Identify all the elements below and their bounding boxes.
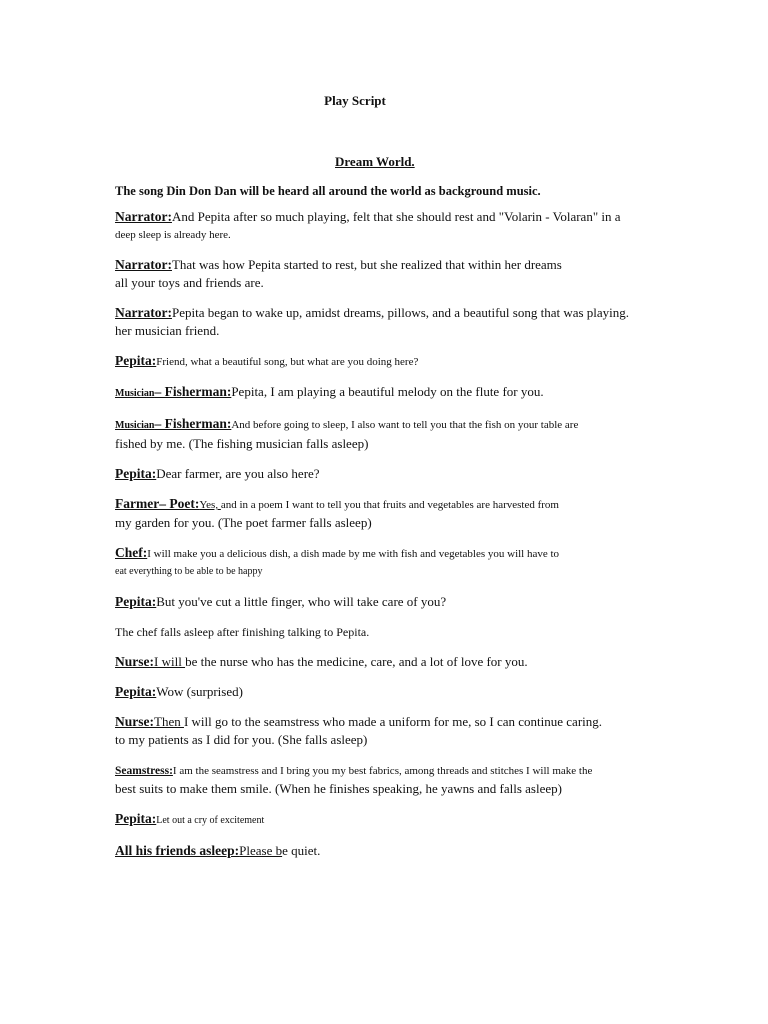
dialogue-text: fished by me. (The fishing musician falls asleep) <box>115 436 369 451</box>
dialogue-text: Pepita, I am playing a beautiful melody on the flute for you. <box>231 384 544 399</box>
dialogue-text: I am the seamstress and I bring you my best fabrics, among threads and stitches I will make the <box>172 765 593 777</box>
dialogue-text: I will make you a delicious dish, a dish made by me with fish and vegetables you will have to <box>147 548 560 560</box>
dialogue-text: That was how Pepita started to rest, but she realized that within her dreams <box>171 257 562 272</box>
speaker-label: Farmer– Poet: <box>115 496 200 511</box>
speaker-label: Nurse: <box>115 654 154 669</box>
script-entry <box>115 256 645 292</box>
dialogue-text-underlined: Then <box>154 714 184 729</box>
speaker-label <box>115 416 231 431</box>
script-entry <box>115 683 645 701</box>
dialogue-text: Dear farmer, are you also here? <box>156 466 320 481</box>
script-entry <box>115 713 645 749</box>
speaker-label: Pepita: <box>115 466 157 481</box>
dialogue-text: eat everything to be able to be happy <box>115 566 263 577</box>
dialogue-text: deep sleep is already here. <box>115 229 231 241</box>
speaker-label <box>115 384 231 399</box>
script-entry <box>115 208 645 244</box>
script-entry <box>115 653 645 671</box>
dialogue-text-underlined: Please b <box>239 843 283 858</box>
dialogue-text: best suits to make them smile. (When he finishes speaking, he yawns and falls asleep) <box>115 781 562 796</box>
dialogue-text-underlined: I will <box>154 654 186 669</box>
dialogue-text: e quiet. <box>282 843 321 858</box>
speaker-label-prefix: Musician <box>115 420 155 431</box>
dialogue-text: Wow (surprised) <box>156 684 243 699</box>
speaker-label: Seamstress: <box>115 765 173 777</box>
script-body <box>115 183 645 872</box>
dialogue-text-underlined: Yes, <box>199 499 221 511</box>
dialogue-text: And before going to sleep, I also want to tell you that the fish on your table are <box>231 419 579 431</box>
script-entry <box>115 495 645 532</box>
intro-note: The song Din Don Dan will be heard all around the world as background music. <box>115 184 541 198</box>
speaker-label-suffix: – Fisherman: <box>154 416 232 431</box>
speaker-label: Chef: <box>115 545 148 560</box>
script-entry <box>115 544 645 581</box>
document-title: Play Script <box>324 93 386 108</box>
script-entry <box>115 383 645 403</box>
script-entry <box>115 810 645 830</box>
dialogue-text: her musician friend. <box>115 323 220 338</box>
speaker-label: Pepita: <box>115 594 157 609</box>
dialogue-text: Let out a cry of excitement <box>156 815 265 826</box>
speaker-label-suffix: – Fisherman: <box>154 384 232 399</box>
speaker-label: All his friends asleep: <box>115 843 240 858</box>
dialogue-text: Pepita began to wake up, amidst dreams, pillows, and a beautiful song that was playing. <box>171 305 630 320</box>
script-entry <box>115 352 645 371</box>
dialogue-text: I will go to the seamstress who made a uniform for me, so I can continue caring. <box>183 714 603 729</box>
script-entry <box>115 465 645 483</box>
dialogue-text: be the nurse who has the medicine, care, and a lot of love for you. <box>185 654 528 669</box>
script-entry <box>115 842 645 860</box>
dialogue-text: my garden for you. (The poet farmer falls asleep) <box>115 515 372 530</box>
speaker-label: Narrator: <box>115 305 172 320</box>
script-entry <box>115 415 645 453</box>
dialogue-text: And Pepita after so much playing, felt that she should rest and "Volarin - Volaran" in a <box>171 209 621 224</box>
stage-direction: The chef falls asleep after finishing talking to Pepita. <box>115 625 370 639</box>
speaker-label: Pepita: <box>115 684 157 699</box>
speaker-label: Pepita: <box>115 811 157 826</box>
dialogue-text: to my patients as I did for you. (She falls asleep) <box>115 732 368 747</box>
dialogue-text: But you've cut a little finger, who will take care of you? <box>156 594 447 609</box>
speaker-label: Narrator: <box>115 257 172 272</box>
speaker-label: Pepita: <box>115 353 157 368</box>
dialogue-text: all your toys and friends are. <box>115 275 264 290</box>
dialogue-text: and in a poem I want to tell you that fruits and vegetables are harvested from <box>220 499 559 511</box>
script-entry <box>115 761 645 798</box>
speaker-label: Narrator: <box>115 209 172 224</box>
script-entry <box>115 304 645 340</box>
script-entry <box>115 593 645 611</box>
dialogue-text: Friend, what a beautiful song, but what are you doing here? <box>156 356 419 368</box>
speaker-label-prefix: Musician <box>115 388 155 399</box>
document-subtitle: Dream World. <box>335 154 415 169</box>
speaker-label: Nurse: <box>115 714 154 729</box>
